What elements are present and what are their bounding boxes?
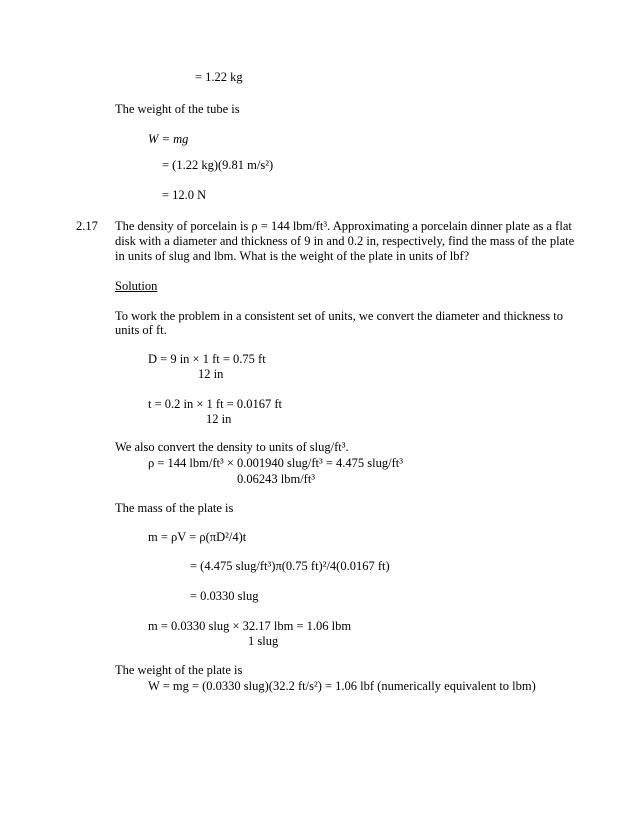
problem-line-3: in units of slug and lbm. What is the weight of the plate in units of lbf? — [115, 249, 470, 263]
mass-formula: m = ρV = ρ(πD²/4)t — [148, 530, 247, 544]
density-conversion: ρ = 144 lbm/ft³ × 0.001940 slug/ft³ = 4.475 slug/ft³ — [148, 456, 403, 470]
mass-intro: The mass of the plate is — [115, 501, 234, 515]
thickness-conversion-denominator: 12 in — [206, 412, 232, 426]
solution-line-2: units of ft. — [115, 323, 167, 337]
weight-intro: The weight of the plate is — [115, 663, 243, 677]
weight-final: W = mg = (0.0330 slug)(32.2 ft/s²) = 1.06 lbf (numerically equivalent to lbm) — [148, 679, 536, 693]
mass-lbm-conversion-denominator: 1 slug — [248, 634, 279, 648]
weight-equation: W = mg — [148, 132, 189, 146]
solution-line-1: To work the problem in a consistent set of units, we convert the diameter and thickness to — [115, 309, 563, 323]
prev-mass-result: = 1.22 kg — [195, 70, 243, 84]
mass-lbm-conversion: m = 0.0330 slug × 32.17 lbm = 1.06 lbm — [148, 619, 352, 633]
density-conversion-denominator: 0.06243 lbm/ft³ — [237, 472, 316, 486]
weight-calculation: = (1.22 kg)(9.81 m/s²) — [162, 158, 274, 172]
diameter-conversion: D = 9 in × 1 ft = 0.75 ft — [148, 352, 266, 366]
problem-number: 2.17 — [76, 219, 98, 233]
solution-heading: Solution — [115, 279, 158, 293]
thickness-conversion: t = 0.2 in × 1 ft = 0.0167 ft — [148, 397, 282, 411]
problem-line-1: The density of porcelain is ρ = 144 lbm/ft³. Approximating a porcelain dinner plate as a flat — [115, 219, 572, 233]
density-intro: We also convert the density to units of slug/ft³. — [115, 440, 349, 454]
diameter-conversion-denominator: 12 in — [198, 367, 224, 381]
weight-result: = 12.0 N — [162, 188, 207, 202]
tube-weight-intro: The weight of the tube is — [115, 102, 240, 116]
problem-line-2: disk with a diameter and thickness of 9 in and 0.2 in, respectively, find the mass of the plate — [115, 234, 575, 248]
mass-substitution: = (4.475 slug/ft³)π(0.75 ft)²/4(0.0167 ft) — [190, 559, 390, 573]
mass-result: = 0.0330 slug — [190, 589, 259, 603]
